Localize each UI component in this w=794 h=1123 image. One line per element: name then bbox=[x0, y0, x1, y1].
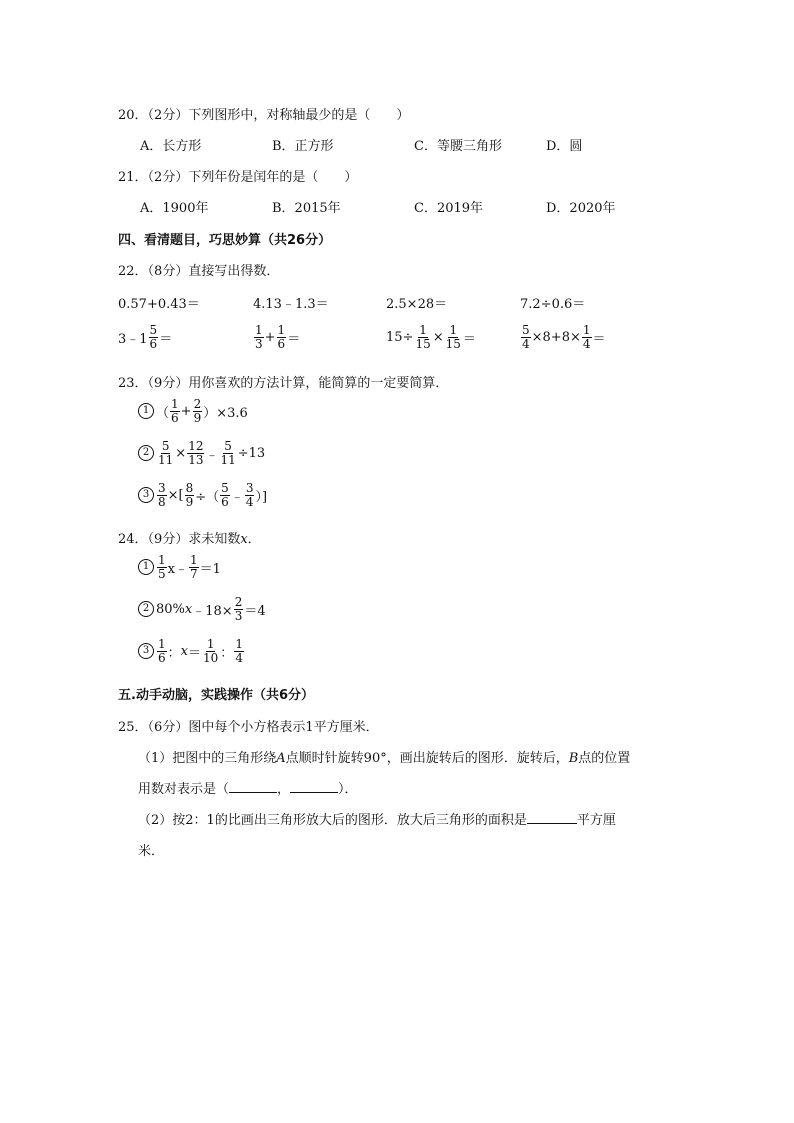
fraction: $\frac{5}{4}$ bbox=[522, 323, 530, 351]
q20-option-c[interactable]: C．等腰三角形 bbox=[414, 139, 502, 154]
q25-part-2-line-1: （2）按2：1的比画出三角形放大后的图形．放大后三角形的面积是 平方厘 bbox=[138, 813, 616, 828]
fraction: $\frac{1}{5}$ bbox=[158, 553, 166, 581]
circled-number: 2 bbox=[138, 445, 154, 461]
fraction: $\frac{8}{9}$ bbox=[185, 481, 194, 509]
fraction: $\frac{1}{4}$ bbox=[582, 323, 591, 351]
fraction: $\frac{1}{6}$ bbox=[277, 323, 286, 351]
q22-expr-4: 7.2÷0.6＝ bbox=[520, 297, 586, 312]
q20-option-b[interactable]: B．正方形 bbox=[272, 139, 334, 154]
circled-number: 3 bbox=[138, 487, 154, 503]
fraction: $\frac{1}{15}$ bbox=[445, 323, 461, 351]
q22-expr-3: 2.5×28＝ bbox=[386, 297, 448, 312]
question-23-stem: 23．（9分）用你喜欢的方法计算，能简算的一定要简算． bbox=[118, 376, 449, 391]
q21-option-d[interactable]: D．2020年 bbox=[546, 201, 616, 216]
circled-number: 1 bbox=[138, 403, 154, 419]
fraction: $\frac{12}{13}$ bbox=[188, 439, 204, 467]
fraction: $\frac{5}{6}$ bbox=[149, 323, 158, 351]
q21-option-b[interactable]: B．2015年 bbox=[272, 201, 341, 216]
question-24-stem: 24．（9分）求未知数x． bbox=[118, 532, 261, 547]
q22-expr-5: 3﹣1 $\frac{5}{6}$ ＝ bbox=[118, 323, 173, 351]
q25-part-1-line-2: 用数对表示是（ ， ）． bbox=[138, 782, 358, 797]
fraction: $\frac{1}{7}$ bbox=[189, 553, 198, 581]
q20-option-d[interactable]: D．圆 bbox=[546, 139, 583, 154]
circled-number: 1 bbox=[138, 559, 154, 575]
answer-blank[interactable] bbox=[229, 780, 277, 793]
q22-expr-2: 4.13﹣1.3＝ bbox=[253, 297, 329, 312]
q22-expr-7: 15÷ $\frac{1}{15}$ × $\frac{1}{15}$ ＝ bbox=[386, 323, 476, 351]
question-22-stem: 22．（8分）直接写出得数． bbox=[118, 264, 280, 279]
fraction: $\frac{5}{11}$ bbox=[220, 439, 236, 467]
q23-item-3: 3 $\frac{3}{8}$ ×[ $\frac{8}{9}$ ÷（ $\frac{5}{6}$ ﹣ $\frac{3}{4}$ ）] bbox=[138, 482, 267, 508]
circled-number: 3 bbox=[138, 643, 154, 659]
q25-part-2-line-2: 米． bbox=[138, 844, 165, 859]
q22-expr-1: 0.57+0.43＝ bbox=[118, 297, 200, 312]
fraction: $\frac{2}{3}$ bbox=[234, 595, 243, 623]
fraction: $\frac{3}{4}$ bbox=[245, 481, 254, 509]
question-20-stem: 20．（2分）下列图形中，对称轴最少的是（ ） bbox=[118, 108, 410, 123]
fraction: $\frac{1}{15}$ bbox=[415, 323, 431, 351]
q25-part-1-line-1: （1）把图中的三角形绕A点顺时针旋转90°，画出旋转后的图形．旋转后，B点的位置 bbox=[138, 751, 631, 766]
q21-option-c[interactable]: C．2019年 bbox=[414, 201, 484, 216]
section-5-heading: 五.动手动脑，实践操作（共6分） bbox=[118, 688, 314, 703]
q24-item-1: 1 $\frac{1}{5}$ x﹣ $\frac{1}{7}$ ＝1 bbox=[138, 554, 221, 580]
circled-number: 2 bbox=[138, 601, 154, 617]
fraction: $\frac{1}{4}$ bbox=[235, 637, 243, 665]
fraction: $\frac{1}{6}$ bbox=[158, 637, 166, 665]
question-25-stem: 25．（6分）图中每个小方格表示1平方厘米． bbox=[118, 720, 379, 735]
question-21-stem: 21．（2分）下列年份是闰年的是（ ） bbox=[118, 170, 358, 185]
q24-item-3: 3 $\frac{1}{6}$ ： x ＝ $\frac{1}{10}$ ： $\frac{1}{4}$ bbox=[138, 638, 245, 664]
fraction: $\frac{5}{6}$ bbox=[221, 481, 229, 509]
q20-option-a[interactable]: A．长方形 bbox=[140, 139, 202, 154]
fraction: $\frac{3}{8}$ bbox=[158, 481, 166, 509]
q24-item-2: 2 80% x ﹣18× $\frac{2}{3}$ ＝4 bbox=[138, 596, 266, 622]
section-4-heading: 四、看清题目，巧思妙算（共26分） bbox=[118, 233, 332, 248]
q23-item-2: 2 $\frac{5}{11}$ × $\frac{12}{13}$ ﹣ $\frac{5}{11}$ ÷13 bbox=[138, 440, 265, 466]
q23-item-1: 1 （ $\frac{1}{6}$ + $\frac{2}{9}$ ）×3.6 bbox=[138, 398, 248, 424]
q22-expr-8: $\frac{5}{4}$ ×8+8× $\frac{1}{4}$ ＝ bbox=[522, 323, 606, 351]
fraction: $\frac{2}{9}$ bbox=[193, 397, 202, 425]
fraction: $\frac{1}{3}$ bbox=[255, 323, 263, 351]
fraction: $\frac{1}{6}$ bbox=[171, 397, 179, 425]
fraction: $\frac{1}{10}$ bbox=[203, 637, 219, 665]
answer-blank[interactable] bbox=[290, 780, 338, 793]
q22-expr-6: $\frac{1}{3}$ + $\frac{1}{6}$ ＝ bbox=[255, 323, 301, 351]
q21-option-a[interactable]: A．1900年 bbox=[140, 201, 209, 216]
fraction: $\frac{5}{11}$ bbox=[158, 439, 174, 467]
answer-blank[interactable] bbox=[527, 811, 577, 824]
